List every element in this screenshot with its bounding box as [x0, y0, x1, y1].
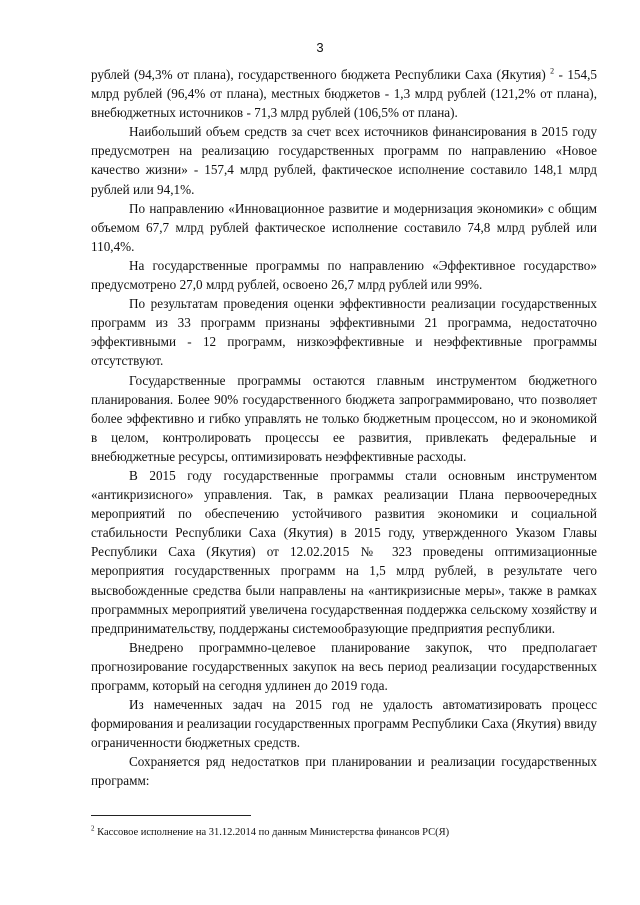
paragraph-8: Внедрено программно-целевое планирование закупок, что предполагает прогнозирование государственных закупок на весь период реализации государственных программ, который на сегодня удлинен до 2019 года. [91, 639, 597, 693]
paragraph-2: Наибольший объем средств за счет всех источников финансирования в 2015 году предусмотрен на реализацию государственных программ по направлению «Новое качество жизни» - 157,4 млрд рублей, фактическое исполнение составило 148,1 млрд рублей или 94,1%. [91, 124, 597, 197]
footnote-text: Кассовое исполнение на 31.12.2014 по данным Министерства финансов РС(Я) [94, 827, 450, 838]
paragraph-5: По результатам проведения оценки эффективности реализации государственных программ из 33 программ признаны эффективными 21 программа, недостаточно эффективными - 12 программ, низкоэффективные и неэффективные программы отсутствуют. [91, 296, 597, 369]
footnote-marker: 2 [91, 824, 95, 833]
paragraph-3: По направлению «Инновационное развитие и модернизация экономики» с общим объемом 67,7 млрд рублей фактическое исполнение составило 74,8 млрд рублей или 110,4%. [91, 200, 597, 254]
paragraph-10: Сохраняется ряд недостатков при планировании и реализации государственных программ: [91, 754, 597, 789]
paragraph-1-text-b: - 154,5 млрд рублей (96,4% от плана), местных бюджетов - 1,3 млрд рублей (121,2% от плана), внебюджетных источников - 71,3 млрд рублей (106,5% от плана). [91, 67, 597, 121]
page-number: 3 [316, 40, 324, 55]
paragraph-4: На государственные программы по направлению «Эффективное государство» предусмотрено 27,0 млрд рублей, освоено 26,7 млрд рублей или 99%. [91, 257, 597, 293]
paragraph-1-text-a: рублей (94,3% от плана), государственного бюджета Республики Саха (Якутия) [91, 67, 546, 82]
body-text [91, 65, 597, 791]
paragraph-1 [91, 65, 597, 122]
paragraph-9: Из намеченных задач на 2015 год не удалость автоматизировать процесс формирования и реализации государственных программ Республики Саха (Якутия) ввиду ограниченности бюджетных средств. [91, 697, 597, 751]
paragraph-7: В 2015 году государственные программы стали основным инструментом «антикризисного» управления. Так, в рамках реализации Плана первоочередных мероприятий по обеспечению устойчивого развития экономики и социальной стабильности Республики Саха (Якутия) в 2015 году, утвержденного Указом Главы Республики Саха (Якутия) от 12.02.2015 № 323 проведены оптимизационные мероприятия государственных программ на 1,5 млрд рублей, в результате чего высвобожденные средства были направлены на «антикризисные меры», также в рамках программных мероприятий увеличена государственная поддержка сельскому хозяйству и предпринимательству, поддержаны системообразующие предприятия республики. [91, 467, 597, 636]
footnote [91, 826, 597, 839]
paragraph-6: Государственные программы остаются главным инструментом бюджетного планирования. Более 90% государственного бюджета запрограммировано, что позволяет более эффективно и гибко управлять не только бюджетным процессом, но и экономикой в целом, контролировать процессы ее развития, привлекать федеральные и внебюджетные ресурсы, оптимизировать неэффективные расходы. [91, 372, 597, 464]
footnote-divider [91, 815, 251, 816]
footnote-reference[interactable]: 2 [550, 66, 555, 76]
